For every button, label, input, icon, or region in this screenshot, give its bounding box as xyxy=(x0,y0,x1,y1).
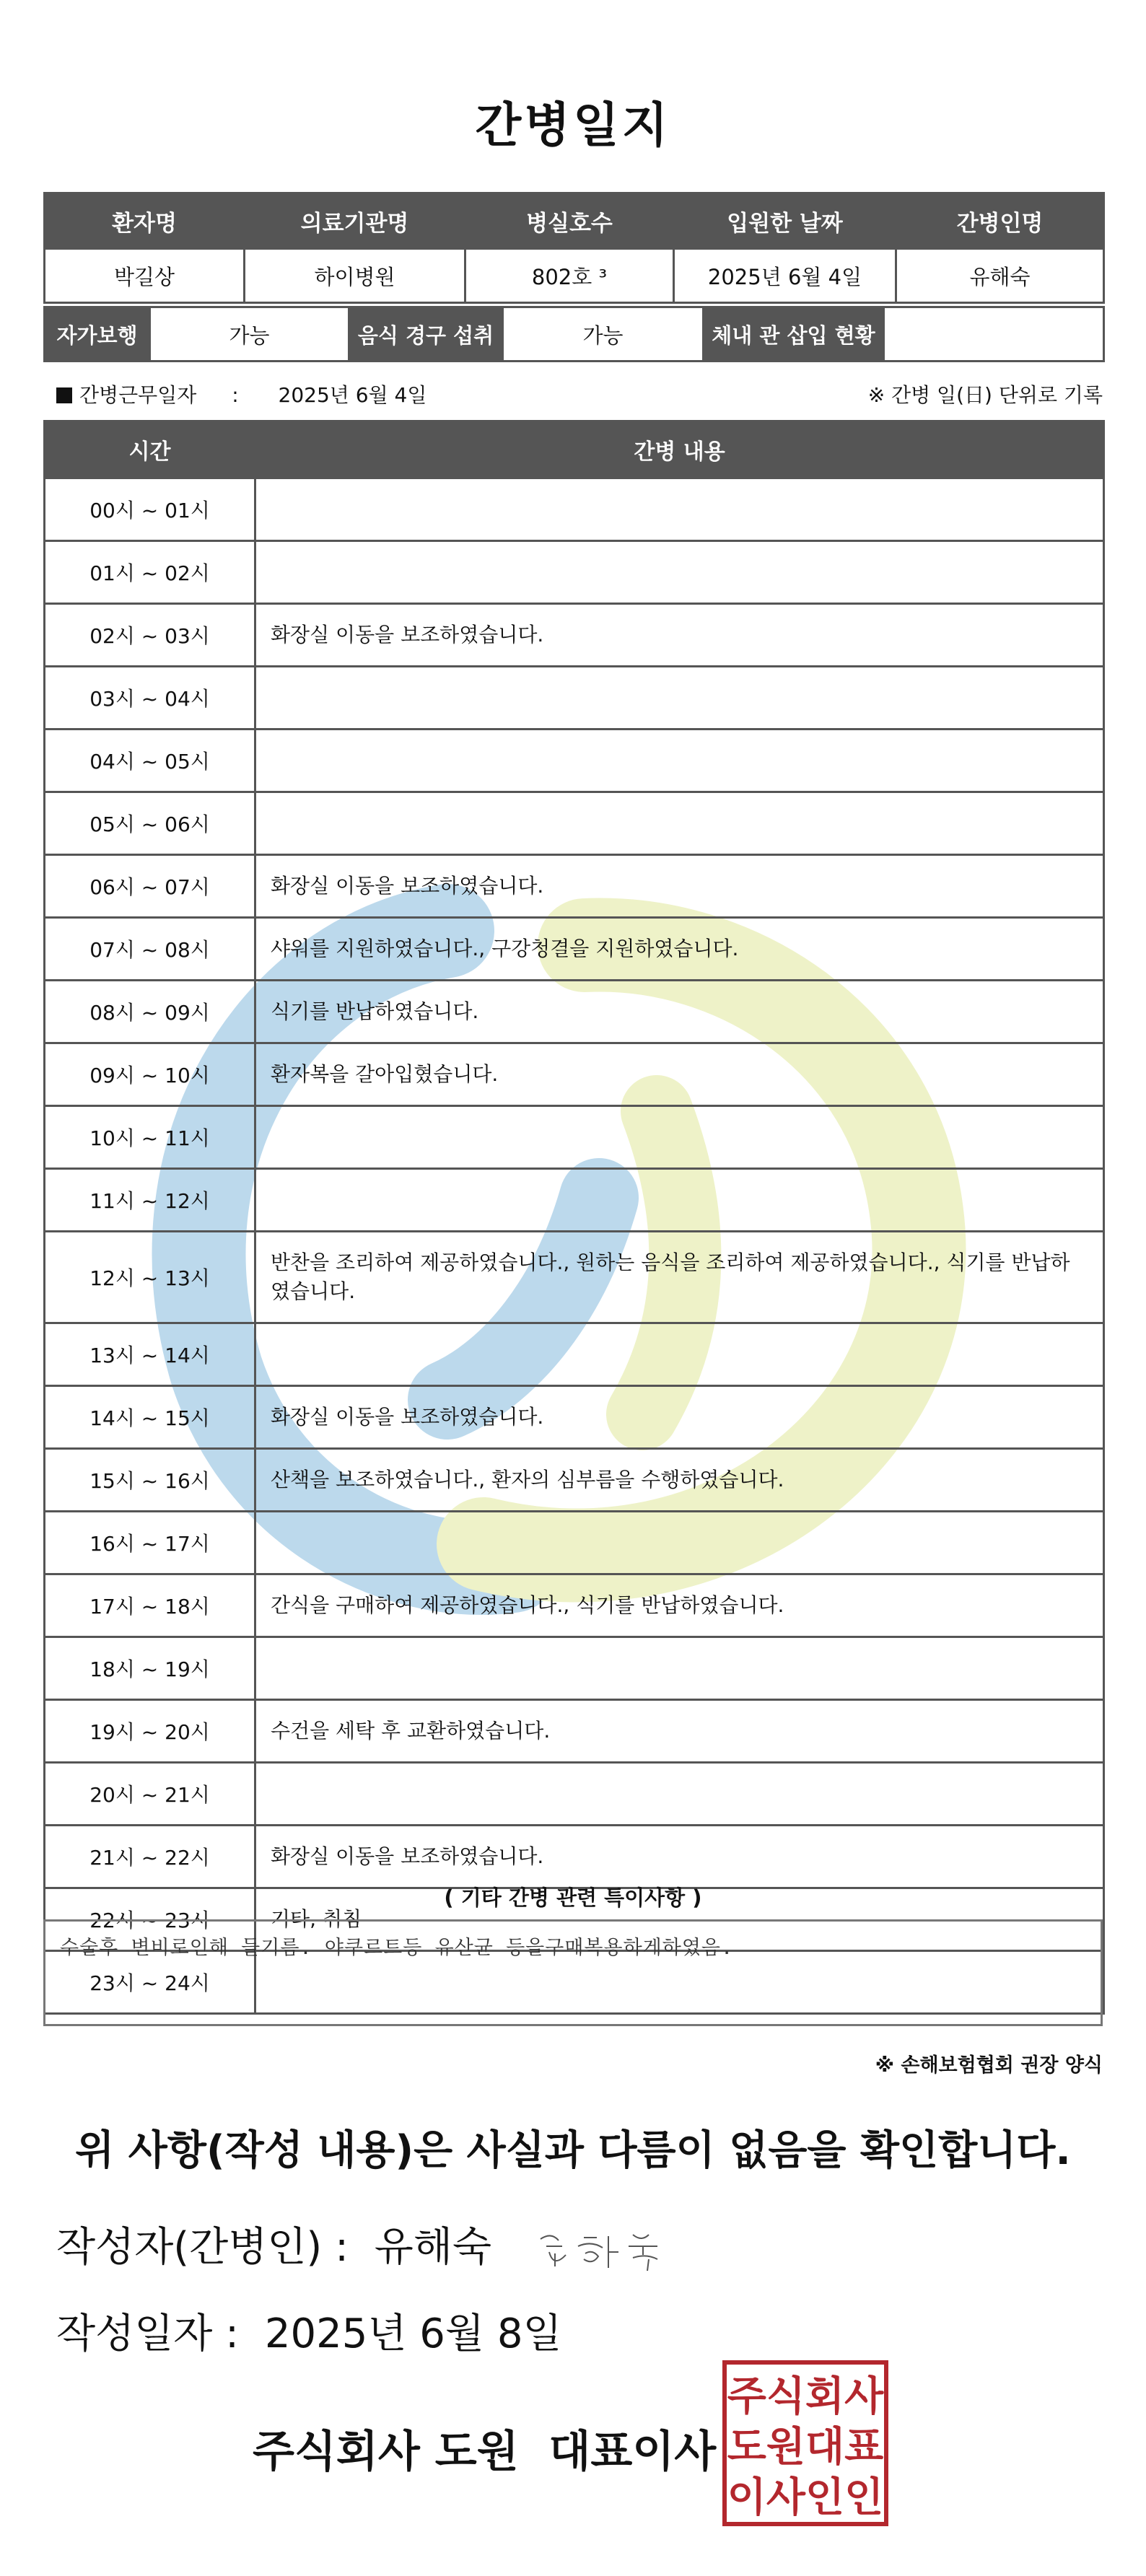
author-name: 유해숙 xyxy=(374,2224,492,2271)
table-row xyxy=(45,1637,1104,1700)
log-time-cell: 14시 ~ 15시 xyxy=(45,1386,255,1449)
log-content-cell: 환자복을 갈아입혔습니다. xyxy=(255,1043,1104,1106)
log-content-cell xyxy=(255,667,1104,730)
log-time-cell: 15시 ~ 16시 xyxy=(45,1449,255,1512)
table-row xyxy=(45,1106,1104,1169)
log-time-cell: 17시 ~ 18시 xyxy=(45,1574,255,1637)
log-time-cell: 11시 ~ 12시 xyxy=(45,1169,255,1232)
author-line xyxy=(56,2215,678,2275)
header-patient-name: 환자명 xyxy=(45,193,245,249)
log-time-cell: 00시 ~ 01시 xyxy=(45,478,255,541)
log-content-cell xyxy=(255,1512,1104,1574)
table-row xyxy=(45,1763,1104,1826)
oral-intake-label: 음식 경구 섭취 xyxy=(349,307,503,362)
table-row xyxy=(45,855,1104,918)
care-log-table xyxy=(43,420,1105,2015)
confirmation-statement: 위 사항(작성 내용)은 사실과 다름이 없음을 확인합니다. xyxy=(75,2127,1071,2174)
log-time-cell: 22시 ~ 23시 xyxy=(45,1888,255,1951)
log-time-cell: 10시 ~ 11시 xyxy=(45,1106,255,1169)
log-content-cell: 화장실 이동을 보조하였습니다. xyxy=(255,1386,1104,1449)
log-time-cell: 01시 ~ 02시 xyxy=(45,541,255,604)
company-seal xyxy=(722,2360,889,2527)
patient-status-table xyxy=(43,306,1105,362)
log-content-cell xyxy=(255,1637,1104,1700)
table-row xyxy=(45,918,1104,981)
table-row xyxy=(45,1386,1104,1449)
seal-line-3: 이사인인 xyxy=(727,2474,884,2521)
log-time-cell: 02시 ~ 03시 xyxy=(45,604,255,667)
table-row xyxy=(45,1826,1104,1888)
log-content-cell xyxy=(255,1763,1104,1826)
log-content-cell: 화장실 이동을 보조하였습니다. xyxy=(255,604,1104,667)
log-header-content: 간병 내용 xyxy=(255,421,1104,478)
admission-date-value: 2025년 6월 4일 xyxy=(674,249,896,303)
log-content-cell: 수건을 세탁 후 교환하였습니다. xyxy=(255,1700,1104,1763)
log-content-cell: 반찬을 조리하여 제공하였습니다., 원하는 음식을 조리하여 제공하였습니다., 식기를 반납하였습니다. xyxy=(255,1232,1104,1323)
log-content-cell: 샤워를 지원하였습니다., 구강청결을 지원하였습니다. xyxy=(255,918,1104,981)
log-content-cell xyxy=(255,541,1104,604)
table-row xyxy=(45,792,1104,855)
work-date-label: 간병근무일자 xyxy=(79,383,197,407)
company-representative: 주식회사 도원 대표이사 xyxy=(253,2427,717,2477)
log-content-cell: 간식을 구매하여 제공하였습니다., 식기를 반납하였습니다. xyxy=(255,1574,1104,1637)
table-row xyxy=(45,1169,1104,1232)
header-caregiver-name: 간병인명 xyxy=(896,193,1104,249)
table-row xyxy=(45,1700,1104,1763)
log-time-cell: 05시 ~ 06시 xyxy=(45,792,255,855)
log-content-cell xyxy=(255,792,1104,855)
patient-name-value: 박길상 xyxy=(45,249,245,303)
table-row xyxy=(45,604,1104,667)
room-number-value: 802호 ³ xyxy=(465,249,674,303)
log-time-cell: 21시 ~ 22시 xyxy=(45,1826,255,1888)
patient-info-table xyxy=(43,192,1105,304)
log-content-cell xyxy=(255,730,1104,792)
written-date-value: 2025년 6월 8일 xyxy=(264,2310,562,2357)
tube-insertion-value xyxy=(884,307,1104,362)
log-time-cell: 19시 ~ 20시 xyxy=(45,1700,255,1763)
hospital-name-value: 하이병원 xyxy=(245,249,465,303)
log-time-cell: 06시 ~ 07시 xyxy=(45,855,255,918)
work-date-separator: : xyxy=(232,383,239,407)
self-walk-value: 가능 xyxy=(150,307,349,362)
log-time-cell: 04시 ~ 05시 xyxy=(45,730,255,792)
special-notes-box xyxy=(43,1919,1103,2026)
log-time-cell: 23시 ~ 24시 xyxy=(45,1951,255,2014)
header-room-number: 병실호수 xyxy=(465,193,674,249)
document-title: 간병일지 xyxy=(475,97,671,153)
log-time-cell: 13시 ~ 14시 xyxy=(45,1323,255,1386)
table-row xyxy=(45,1323,1104,1386)
seal-line-2: 도원대표 xyxy=(727,2424,884,2471)
log-time-cell: 18시 ~ 19시 xyxy=(45,1637,255,1700)
log-content-cell: 화장실 이동을 보조하였습니다. xyxy=(255,1826,1104,1888)
table-row xyxy=(45,1043,1104,1106)
log-time-cell: 09시 ~ 10시 xyxy=(45,1043,255,1106)
table-row xyxy=(45,541,1104,604)
table-row xyxy=(45,667,1104,730)
written-date-label: 작성일자 : xyxy=(56,2310,240,2357)
log-time-cell: 16시 ~ 17시 xyxy=(45,1512,255,1574)
form-source-note: ※ 손해보험협회 권장 양식 xyxy=(875,2054,1103,2077)
log-content-cell xyxy=(255,1323,1104,1386)
log-time-cell: 07시 ~ 08시 xyxy=(45,918,255,981)
header-admission-date: 입원한 날짜 xyxy=(674,193,896,249)
log-time-cell: 08시 ~ 09시 xyxy=(45,981,255,1043)
self-walk-label: 자가보행 xyxy=(45,307,150,362)
special-notes-title: ( 기타 간병 관련 특이사항 ) xyxy=(444,1885,702,1910)
work-date-value: 2025년 6월 4일 xyxy=(278,383,427,407)
caregiver-name-value: 유해숙 xyxy=(896,249,1104,303)
log-content-cell: 산책을 보조하였습니다., 환자의 심부름을 수행하였습니다. xyxy=(255,1449,1104,1512)
log-content-cell: 화장실 이동을 보조하였습니다. xyxy=(255,855,1104,918)
table-row xyxy=(45,981,1104,1043)
log-content-cell xyxy=(255,478,1104,541)
seal-line-1: 주식회사 xyxy=(727,2373,884,2420)
handwritten-signature xyxy=(533,2225,678,2275)
log-time-cell: 12시 ~ 13시 xyxy=(45,1232,255,1323)
log-content-cell xyxy=(255,1106,1104,1169)
written-date-line xyxy=(56,2302,562,2360)
log-header-time: 시간 xyxy=(45,421,255,478)
oral-intake-value: 가능 xyxy=(503,307,704,362)
log-content-cell: 기타, 취침 xyxy=(255,1888,1104,1951)
table-row xyxy=(45,1232,1104,1323)
square-bullet-icon xyxy=(56,387,72,403)
table-row xyxy=(45,1449,1104,1512)
table-row xyxy=(45,478,1104,541)
special-notes-text: 수술후 변비로인해 들기름. 야쿠르트등 유산균 등을구매복용하게하였음. xyxy=(60,1937,734,1959)
log-content-cell xyxy=(255,1169,1104,1232)
header-hospital-name: 의료기관명 xyxy=(245,193,465,249)
log-time-cell: 20시 ~ 21시 xyxy=(45,1763,255,1826)
table-row xyxy=(45,730,1104,792)
table-row xyxy=(45,1574,1104,1637)
log-content-cell: 식기를 반납하였습니다. xyxy=(255,981,1104,1043)
tube-insertion-label: 체내 관 삽입 현황 xyxy=(704,307,884,362)
log-time-cell: 03시 ~ 04시 xyxy=(45,667,255,730)
table-row xyxy=(45,1512,1104,1574)
author-label: 작성자(간병인) : xyxy=(56,2224,349,2271)
work-date xyxy=(56,380,427,408)
daily-record-note: ※ 간병 일(日) 단위로 기록 xyxy=(867,383,1103,407)
